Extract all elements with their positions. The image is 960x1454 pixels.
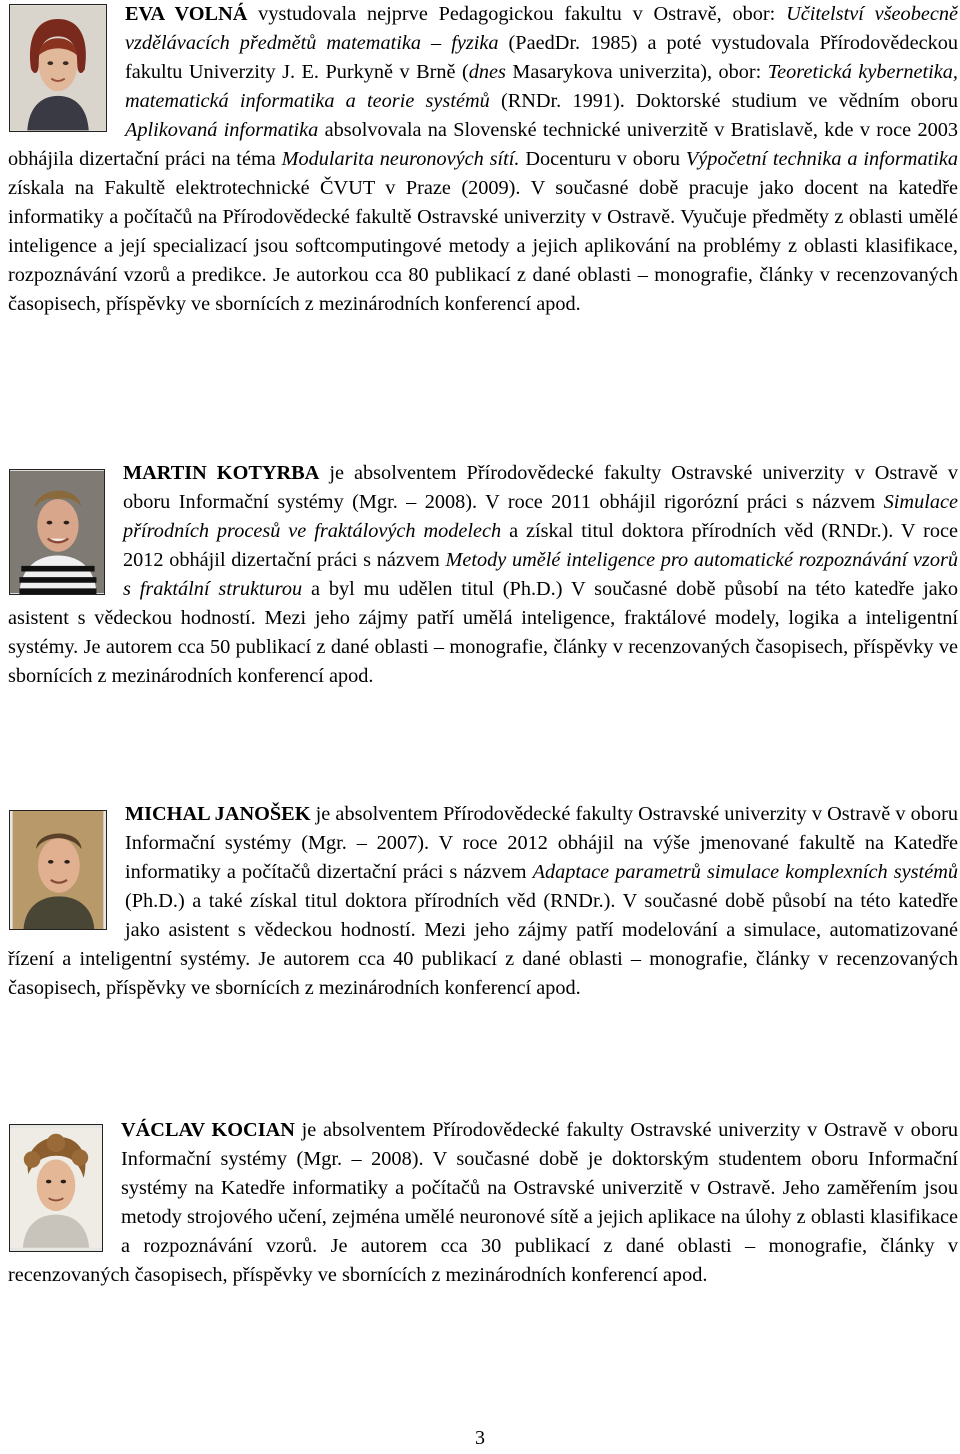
italic-text-run: Výpočetní technika a informatika	[685, 148, 959, 170]
text-run: je absolventem Přírodovědecké fakulty Ostravské univerzity v Ostravě v oboru Informační systémy (Mgr. – 2008). V roce 2011 obhájil rigorózní práci s názvem	[123, 462, 959, 513]
italic-text-run: Modularita neuronových sítí.	[281, 148, 520, 170]
italic-text-run: Aplikovaná informatika	[125, 119, 319, 141]
italic-text-run: dnes	[468, 61, 506, 83]
portrait-woman-icon	[10, 5, 106, 131]
bio-text	[8, 803, 958, 999]
bio-text	[8, 1119, 958, 1286]
author-name: VÁCLAV KOCIAN	[121, 1119, 295, 1141]
author-name: MICHAL JANOŠEK	[125, 803, 311, 825]
italic-text-run: Učitelství všeobecně vzdělávacích předmětů matematika – fyzika	[125, 3, 958, 54]
portrait-man-icon	[10, 1125, 102, 1251]
author-name: MARTIN KOTYRBA	[123, 462, 320, 484]
italic-text-run: Teoretická kybernetika, matematická informatika a teorie systémů	[125, 61, 958, 112]
author-photo	[9, 810, 107, 930]
text-run: (PaedDr. 1985) a poté vystudovala Přírodovědeckou fakultu Univerzity J. E. Purkyně v Brně (	[125, 32, 959, 83]
text-run: získala na Fakultě elektrotechnické ČVUT v Praze (2009). V současné době pracuje jako docent na katedře informatiky a počítačů na Přírodovědecké fakultě Ostravské univerzity v Ostravě. Vyučuje předměty z oblasti umělé inteligence a její specializací jsou softcomputingové metody a jejich aplikování na problémy z oblasti klasifikace, rozpoznávání vzorů a predikce. Je autorkou cca 80 publikací z dané oblasti – monografie, články v recenzovaných časopisech, příspěvky ve sbornících z mezinárodních konferencí apod.	[8, 177, 958, 315]
author-photo	[9, 469, 105, 595]
bio-text	[8, 3, 958, 315]
text-run: je absolventem Přírodovědecké fakulty Ostravské univerzity v Ostravě v oboru Informační systémy (Mgr. – 2008). V současné době je doktorským studentem oboru Informační systémy na Katedře informatiky a počítačů na Ostravské univerzitě v Ostravě. Jeho zaměřením jsou metody strojového učení, zejména umělé neuronové sítě a jejich aplikace na úlohy z oblasti klasifikace a rozpoznávání vzorů. Je autorem cca 30 publikací z dané oblasti – monografie, články v recenzovaných časopisech, příspěvky ve sbornících z mezinárodních konferencí apod.	[8, 1119, 958, 1286]
text-run: a byl mu udělen titul (Ph.D.) V současné době působí na této katedře jako asistent s vědeckou hodností. Mezi jeho zájmy patří umělá inteligence, fraktálové modely, logika a inteligentní systémy. Je autorem cca 50 publikací z dané oblasti – monografie, články v recenzovaných časopisech, příspěvky ve sbornících z mezinárodních konferencí apod.	[8, 578, 958, 687]
text-run: a získal titul doktora přírodních věd (RNDr.). V roce 2012 obhájil dizertační práci s názvem	[123, 520, 958, 571]
text-run: absolvovala na Slovenské technické univerzitě v Bratislavě, kde v roce 2003 obhájila dizertační práci na téma	[8, 119, 959, 170]
author-bio-martin-kotyrba	[8, 459, 958, 691]
author-photo	[9, 4, 107, 132]
italic-text-run: Simulace přírodních procesů ve fraktálových modelech	[123, 491, 958, 542]
text-run: Masarykova univerzita), obor:	[505, 61, 768, 83]
portrait-man-icon	[10, 811, 106, 929]
author-photo	[9, 1124, 103, 1252]
author-bio-eva-volna	[8, 0, 958, 319]
bio-text	[8, 462, 958, 687]
portrait-man-icon	[10, 470, 104, 594]
author-bio-michal-janosek	[8, 800, 958, 1003]
author-name: EVA VOLNÁ	[125, 3, 248, 25]
page-number: 3	[475, 1427, 485, 1449]
text-run: vystudovala nejprve Pedagogickou fakultu v Ostravě, obor:	[247, 3, 787, 25]
author-bio-vaclav-kocian	[8, 1116, 958, 1290]
text-run: Docenturu v oboru	[519, 148, 686, 170]
text-run: (RNDr. 1991). Doktorské studium ve vědním oboru	[489, 90, 958, 112]
text-run: (Ph.D.) a také získal titul doktora přírodních věd (RNDr.). V současné době působí na této katedře jako asistent s vědeckou hodností. Mezi jeho zájmy patří modelování a simulace, automatizované řízení a inteligentní systémy. Je autorem cca 40 publikací z dané oblasti – monografie, články v recenzovaných časopisech, příspěvky ve sbornících z mezinárodních konferencí apod.	[8, 890, 958, 999]
text-run: je absolventem Přírodovědecké fakulty Ostravské univerzity v Ostravě v oboru Informační systémy (Mgr. – 2007). V roce 2012 obhájil na výše jmenované fakultě na Katedře informatiky a počítačů dizertační práci s názvem	[125, 803, 958, 883]
italic-text-run: Adaptace parametrů simulace komplexních systémů	[532, 861, 958, 883]
italic-text-run: Metody umělé inteligence pro automatické rozpoznávání vzorů s fraktální strukturou	[123, 549, 958, 600]
